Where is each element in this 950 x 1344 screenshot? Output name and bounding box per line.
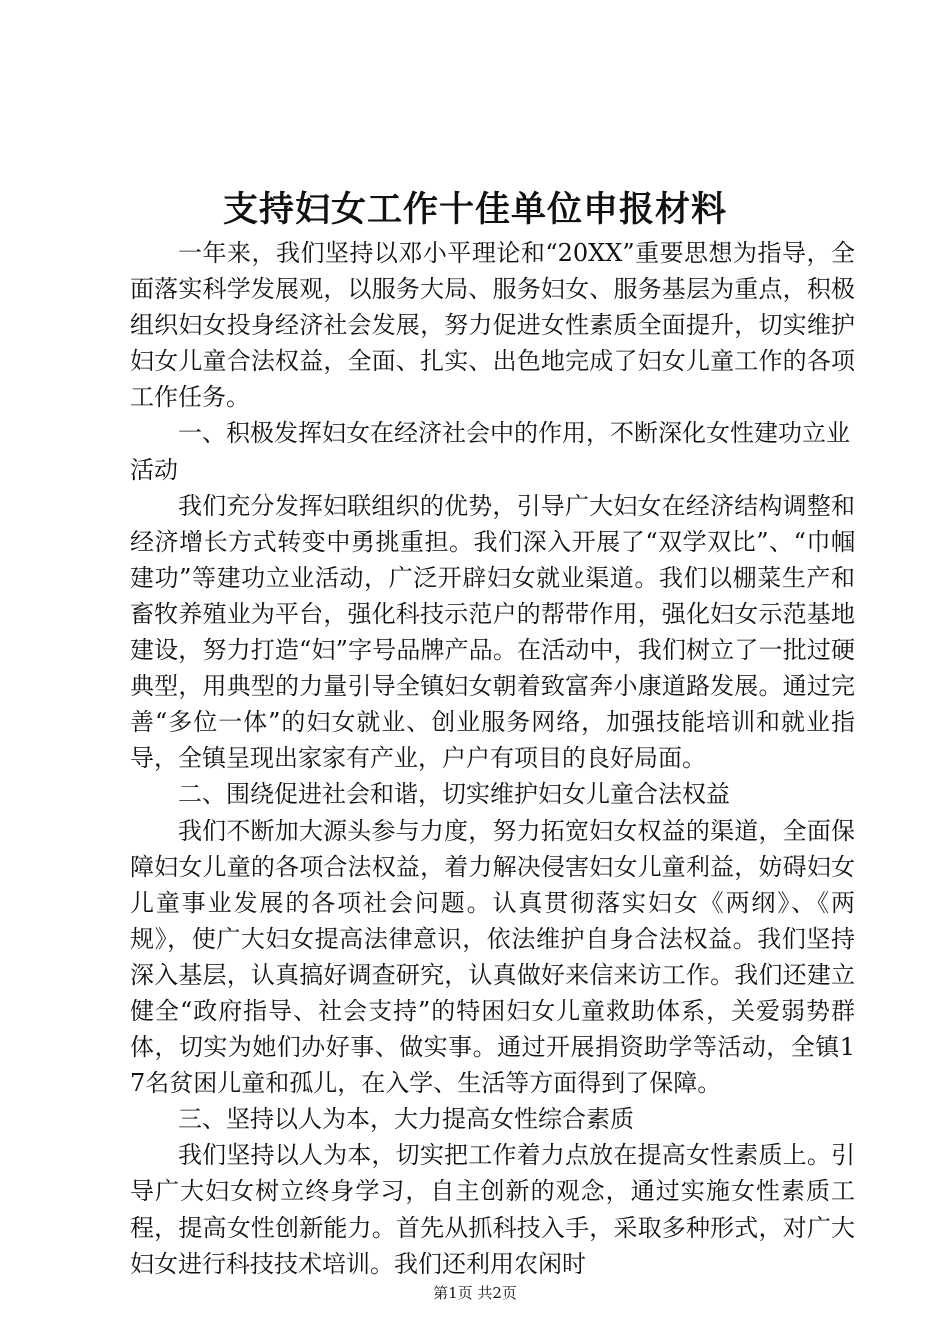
document-title: 支持妇女工作十佳单位申报材料: [222, 189, 727, 230]
section-heading-3: 三、坚持以人为本，大力提高女性综合素质: [178, 1105, 634, 1134]
section-heading-1: 一、积极发挥妇女在经济社会中的作用，不断深化女性建功立业活动: [130, 419, 850, 484]
section-2-paragraph: 我们不断加大源头参与力度，努力拓宽妇女权益的渠道，全面保障妇女儿童的各项合法权益，着力解决侵害妇女儿童利益，妨碍妇女儿童事业发展的各项社会问题。认真贯彻落实妇女《两纲》、《两规》，使广大妇女提高法律意识，依法维护自身合法权益。我们坚持深入基层，认真搞好调查研究，认真做好来信来访工作。我们还建立健全“政府指导、社会支持”的特困妇女儿童救助体系，关爱弱势群体，切实为她们办好事、做实事。通过开展捐资助学等活动，全镇17名贫困儿童和孤儿，在入学、生活等方面得到了保障。: [130, 816, 855, 1098]
section-3-paragraph: 我们坚持以人为本，切实把工作着力点放在提高女性素质上。引导广大妇女树立终身学习，自主创新的观念，通过实施女性素质工程，提高女性创新能力。首先从抓科技入手，采取多种形式，对广大妇女进行科技技术培训。我们还利用农闲时: [130, 1141, 855, 1278]
section-heading-2: 二、围绕促进社会和谐，切实维护妇女儿童合法权益: [178, 780, 730, 809]
page-number-footer: 第1页 共2页: [433, 1284, 517, 1302]
document-body: [130, 235, 855, 1282]
section-1-paragraph: 我们充分发挥妇联组织的优势，引导广大妇女在经济结构调整和经济增长方式转变中勇挑重担。我们深入开展了“双学双比”、“巾帼建功”等建功立业活动，广泛开辟妇女就业渠道。我们以棚菜生产和畜牧养殖业为平台，强化科技示范户的帮带作用，强化妇女示范基地建设，努力打造“妇”字号品牌产品。在活动中，我们树立了一批过硬典型，用典型的力量引导全镇妇女朝着致富奔小康道路发展。通过完善“多位一体”的妇女就业、创业服务网络，加强技能培训和就业指导，全镇呈现出家家有产业，户户有项目的良好局面。: [130, 491, 855, 773]
intro-paragraph: 一年来，我们坚持以邓小平理论和“20XX”重要思想为指导，全面落实科学发展观，以服务大局、服务妇女、服务基层为重点，积极组织妇女投身经济社会发展，努力促进女性素质全面提升，切实维护妇女儿童合法权益，全面、扎实、出色地完成了妇女儿童工作的各项工作任务。: [130, 239, 855, 412]
